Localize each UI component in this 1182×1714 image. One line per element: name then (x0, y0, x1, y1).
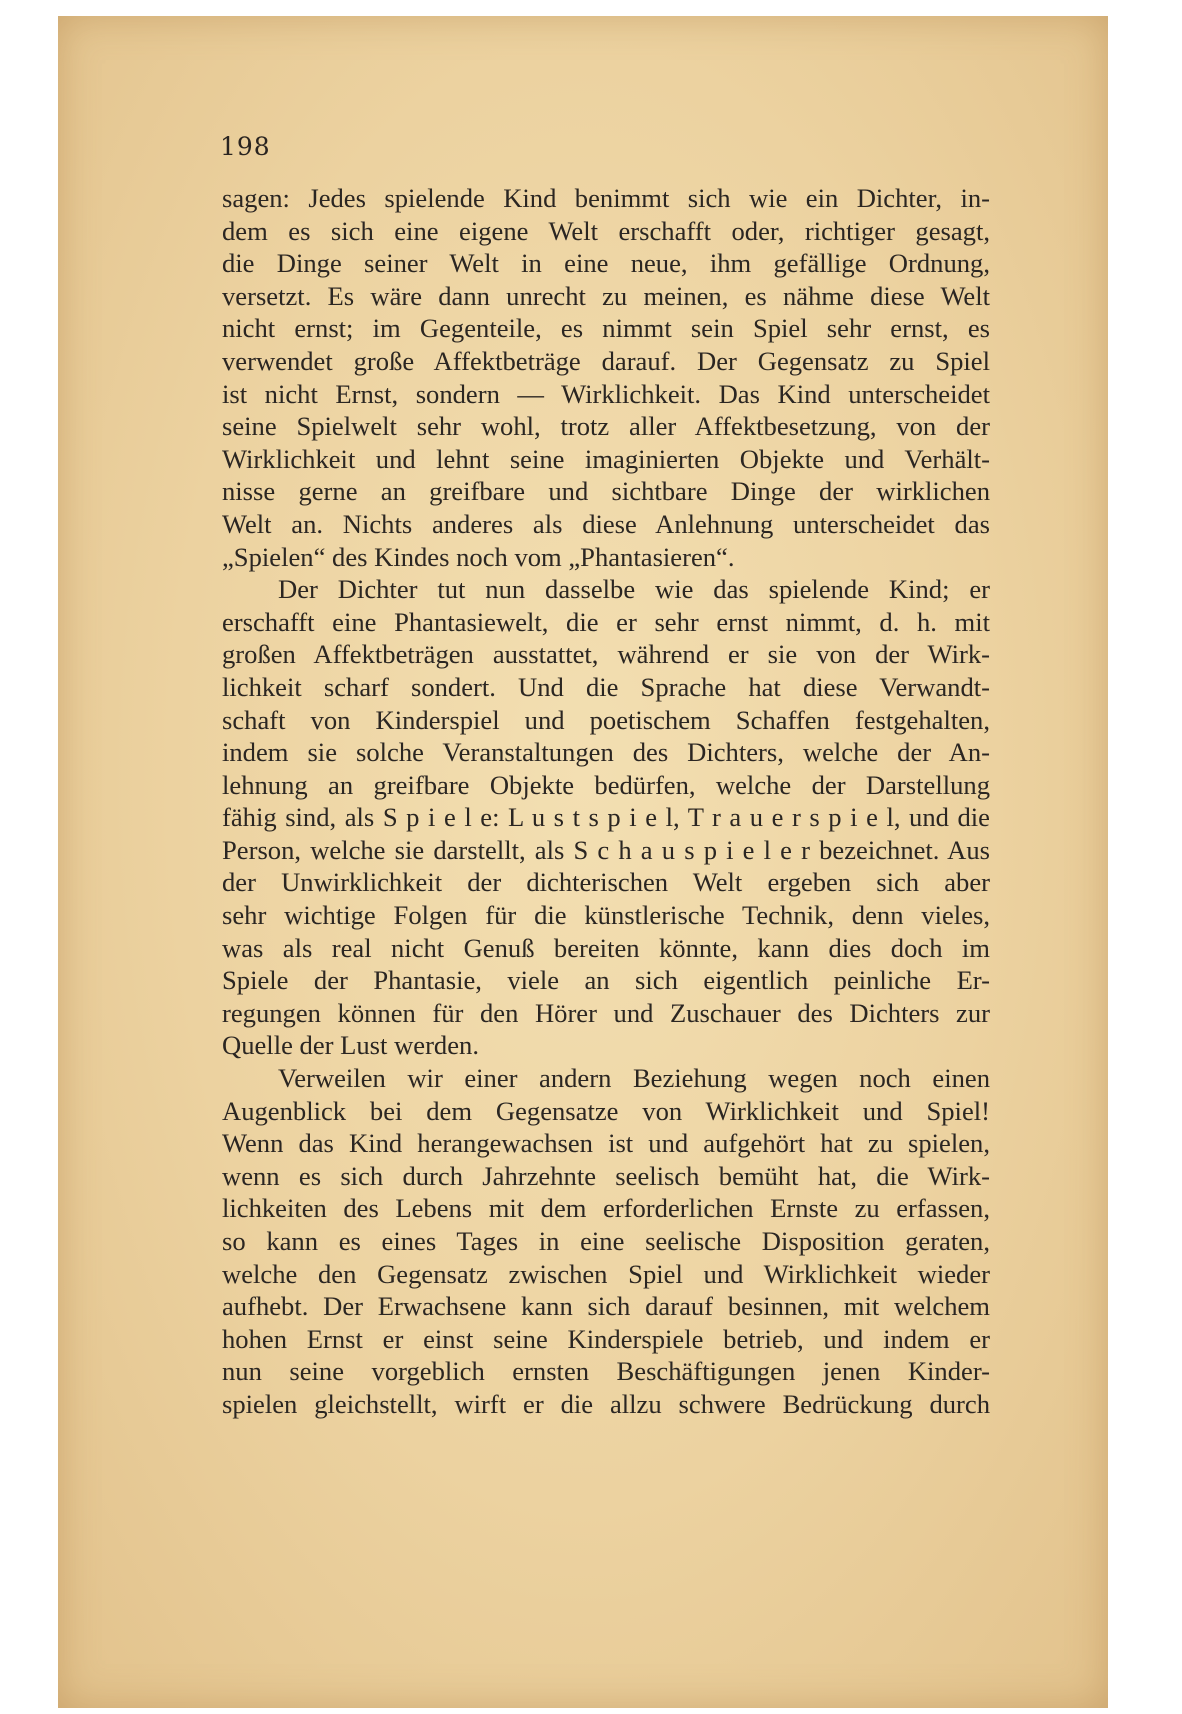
text-line: seine Spielwelt sehr wohl, trotz aller Affektbesetzung, von der (222, 411, 990, 442)
text-line: „Spielen“ des Kindes noch vom „Phantasieren“. (222, 541, 735, 572)
text-line: Wenn das Kind herangewachsen ist und aufgehört hat zu spielen, (222, 1128, 990, 1159)
text-line: lichkeit scharf sondert. Und die Sprache hat diese Verwandt- (222, 671, 990, 702)
text-line: Der Dichter tut nun dasselbe wie das spielende Kind; er (278, 574, 990, 605)
page-number: 198 (220, 132, 271, 161)
text-line: welche den Gegensatz zwischen Spiel und Wirklichkeit wieder (222, 1258, 990, 1289)
text-line: verwendet große Affektbeträge darauf. Der Gegensatz zu Spiel (222, 345, 990, 376)
text-line: so kann es eines Tages in eine seelische Disposition geraten, (222, 1226, 990, 1256)
text-line: Person, welche sie darstellt, als S c h a u s p i e l e r bezeichnet. Aus (222, 834, 990, 865)
text-line: Quelle der Lust werden. (222, 1030, 479, 1061)
text-line: erschafft eine Phantasiewelt, die er sehr ernst nimmt, d. h. mit (222, 606, 990, 637)
text-line: regungen können für den Hörer und Zuschauer des Dichters zur (222, 997, 990, 1028)
text-line: sehr wichtige Folgen für die künstlerische Technik, denn vieles, (222, 900, 990, 931)
text-line: indem sie solche Veranstaltungen des Dichters, welche der An- (222, 737, 990, 768)
text-line: schaft von Kinderspiel und poetischem Schaffen festgehalten, (222, 704, 990, 735)
text-line: Verweilen wir einer andern Beziehung wegen noch einen (278, 1063, 990, 1094)
text-line: lichkeiten des Lebens mit dem erforderlichen Ernste zu erfassen, (222, 1193, 990, 1224)
text-line: Augenblick bei dem Gegensatze von Wirklichkeit und Spiel! (222, 1095, 990, 1126)
text-line: sagen: Jedes spielende Kind benimmt sich wie ein Dichter, in- (222, 183, 990, 213)
paragraph (222, 573, 990, 1062)
text-line: großen Affektbeträgen ausstattet, während er sie von der Wirk- (222, 639, 990, 670)
text-line: nisse gerne an greifbare und sichtbare Dinge der wirklichen (222, 476, 990, 507)
paragraph (222, 182, 990, 573)
text-line: versetzt. Es wäre dann unrecht zu meinen, es nähme diese Welt (222, 280, 990, 311)
text-line: nicht ernst; im Gegenteile, es nimmt sein Spiel sehr ernst, es (222, 313, 990, 344)
body-text (222, 182, 990, 1421)
text-line: aufhebt. Der Erwachsene kann sich darauf besinnen, mit welchem (222, 1291, 990, 1322)
text-line: spielen gleichstellt, wirft er die allzu schwere Bedrückung durch (222, 1388, 990, 1419)
text-line: dem es sich eine eigene Welt erschafft oder, richtiger gesagt, (222, 215, 990, 246)
text-line: Spiele der Phantasie, viele an sich eigentlich peinliche Er- (222, 965, 990, 996)
text-line: Welt an. Nichts anderes als diese Anlehnung unterscheidet das (222, 508, 990, 539)
text-line: der Unwirklichkeit der dichterischen Welt ergeben sich aber (222, 867, 990, 898)
text-line: wenn es sich durch Jahrzehnte seelisch bemüht hat, die Wirk- (222, 1160, 990, 1191)
text-line: lehnung an greifbare Objekte bedürfen, welche der Darstellung (222, 769, 990, 800)
text-line: ist nicht Ernst, sondern — Wirklichkeit. Das Kind unterscheidet (222, 378, 990, 409)
text-line: fähig sind, als S p i e l e: L u s t s p i e l, T r a u e r s p i e l, und die (222, 802, 990, 833)
text-line: hohen Ernst er einst seine Kinderspiele betrieb, und indem er (222, 1323, 990, 1354)
text-line: was als real nicht Genuß bereiten könnte, kann dies doch im (222, 932, 990, 963)
text-line: die Dinge seiner Welt in eine neue, ihm gefällige Ordnung, (222, 248, 990, 279)
text-line: Wirklichkeit und lehnt seine imaginierten Objekte und Verhält- (222, 443, 990, 474)
text-line: nun seine vorgeblich ernsten Beschäftigungen jenen Kinder- (222, 1356, 990, 1387)
paragraph (222, 1062, 990, 1421)
